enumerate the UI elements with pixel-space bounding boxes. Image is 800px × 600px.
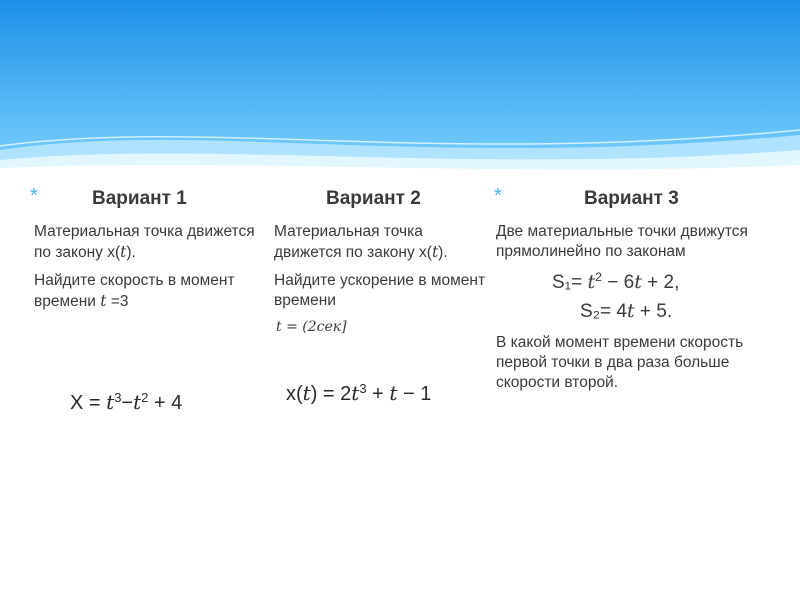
bullet-icon: * [494, 185, 502, 207]
variant-2-question: Найдите ускорение в момент времени [274, 272, 486, 309]
bullet-icon: * [30, 185, 38, 207]
variant-2-formula: $x(t) = 2t^3 + t - 1$ [286, 381, 432, 406]
variant-2-column [274, 188, 489, 335]
variant-3-question: В какой момент времени скорость первой точки в два раза больше скорости второй. [496, 333, 744, 391]
variant-2-time-value: t = (2сек] [276, 319, 347, 335]
variant-3-task-text: Две материальные точки движутся прямолинейно по законам [496, 223, 748, 260]
variant-1-question: Найдите скорость в момент времени t =3 [34, 272, 235, 310]
variant-3-law-1: $S_1= t^2 - 6t + 2$, [552, 270, 680, 293]
variant-1-column [34, 188, 256, 320]
variant-1-formula: $X = t^3-t^2 + 4$ [70, 390, 183, 415]
header-wave-banner [0, 0, 800, 180]
variant-3-law-2: S₂= 4t + 5. [580, 299, 673, 322]
variant-3-column [494, 185, 786, 393]
variant-1-heading: Вариант 1 [92, 188, 187, 209]
variant-3-heading: Вариант 3 [584, 188, 679, 209]
variant-1-task-text: Материальная точка движется по закону x(t). [34, 223, 255, 261]
variant-2-heading: Вариант 2 [326, 188, 421, 209]
variant-2-task-text: Материальная точка движется по закону x(t). [274, 223, 448, 261]
